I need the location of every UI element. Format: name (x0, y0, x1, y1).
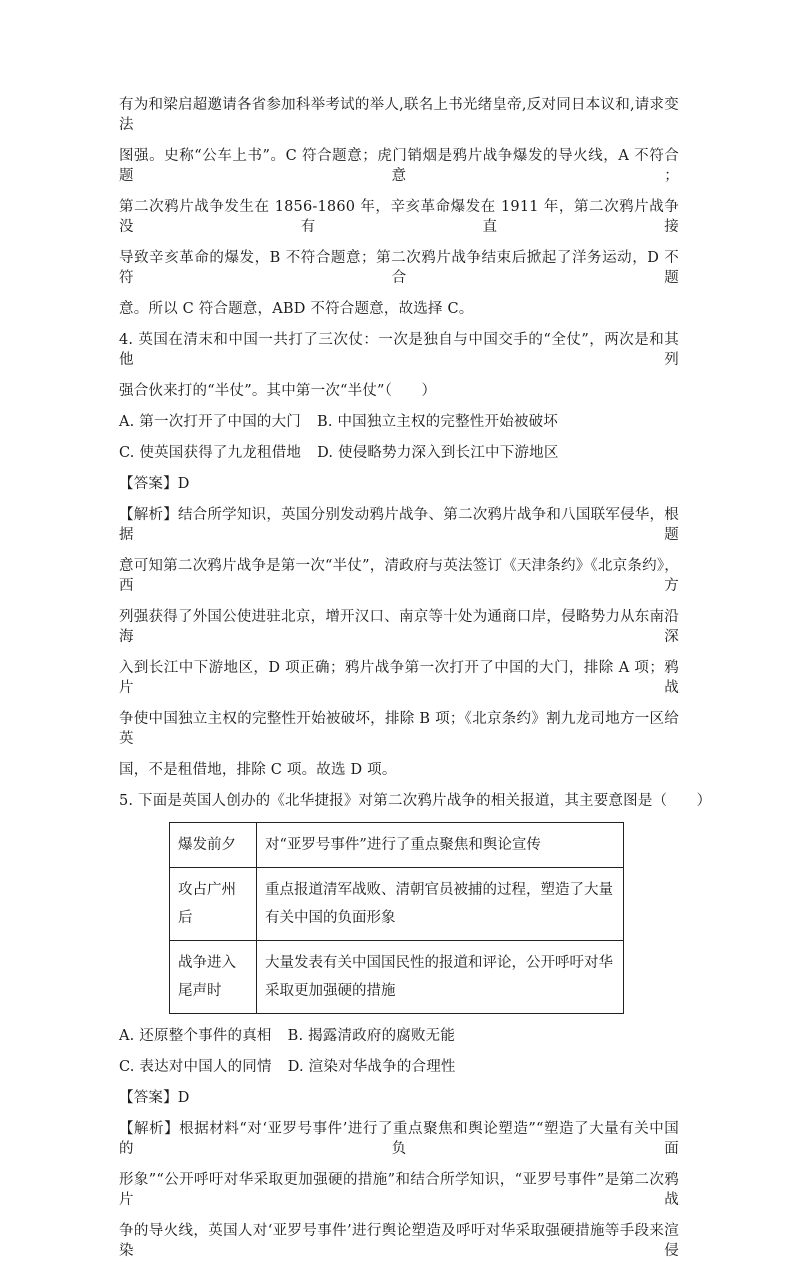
table-row (170, 823, 624, 868)
report-table (169, 822, 624, 1014)
option-a: A. 第一次打开了中国的大门 (119, 414, 301, 430)
option-b: B. 中国独立主权的完整性开始被破坏 (317, 414, 558, 430)
table-row (170, 868, 624, 941)
question-4-stem-cont: 强合伙来打的“半仗”。其中第一次“半仗”（ ） (119, 383, 437, 399)
table-cell-report: 大量发表有关中国国民性的报道和评论，公开呼吁对华采取更加强硬的措施 (257, 941, 624, 1014)
analysis-line: 意可知第二次鸦片战争是第一次“半仗”，清政府与英法签订《天津条约》《北京条约》，西方 (119, 558, 679, 594)
question-5-answer: 【答案】D (119, 1090, 190, 1106)
analysis-line: 入到长江中下游地区，D 项正确；鸦片战争第一次打开了中国的大门，排除 A 项；鸦片战 (119, 660, 679, 696)
option-d: D. 渲染对华战争的合理性 (287, 1059, 456, 1075)
analysis-line: 争使中国独立主权的完整性开始被破坏，排除 B 项；《北京条约》割九龙司地方一区给英 (119, 711, 679, 747)
analysis-line: 国，不是租借地，排除 C 项。故选 D 项。 (119, 762, 397, 778)
analysis-line: 列强获得了外国公使进驻北京，增开汉口、南京等十处为通商口岸，侵略势力从东南沿海深 (119, 609, 679, 645)
analysis-line: 争的导火线，英国人对‘亚罗号事件’进行舆论塑造及呼吁对华采取强硬措施等手段来渲染侵 (119, 1223, 679, 1259)
text-line: 导致辛亥革命的爆发，B 不符合题意；第二次鸦片战争结束后掀起了洋务运动，D 不符合题 (119, 250, 679, 286)
document-page (119, 95, 712, 1272)
question-5-options-row-2 (119, 1057, 679, 1077)
question-5-stem: 5. 下面是英国人创办的《北华捷报》对第二次鸦片战争的相关报道，其主要意图是（ ） (119, 793, 712, 809)
question-4-options-row-1 (119, 412, 679, 432)
analysis-line: 形象”“公开呼吁对华采取更加强硬的措施”和结合所学知识，“亚罗号事件”是第二次鸦片战 (119, 1172, 679, 1208)
option-b: B. 揭露清政府的腐败无能 (287, 1028, 456, 1044)
question-4-stem: 4. 英国在清末和中国一共打了三次仗：一次是独自与中国交手的“全仗”，两次是和其他列 (119, 332, 679, 368)
option-c: C. 表达对中国人的同情 (119, 1059, 272, 1075)
table-cell-period: 爆发前夕 (170, 823, 257, 868)
table-cell-report: 重点报道清军战败、清朝官员被捕的过程，塑造了大量有关中国的负面形象 (257, 868, 624, 941)
table-cell-report: 对“亚罗号事件”进行了重点聚焦和舆论宣传 (257, 823, 624, 868)
table-row (170, 941, 624, 1014)
text-line: 第二次鸦片战争发生在 1856-1860 年，辛亥革命爆发在 1911 年，第二次鸦片战争没有直接 (119, 199, 679, 235)
question-4-options-row-2 (119, 443, 679, 463)
option-c: C. 使英国获得了九龙租借地 (119, 445, 302, 461)
table-cell-period: 战争进入尾声时 (170, 941, 257, 1014)
table-cell-period: 攻占广州后 (170, 868, 257, 941)
analysis-line: 【解析】结合所学知识，英国分别发动鸦片战争、第二次鸦片战争和八国联军侵华，根据题 (119, 507, 679, 543)
option-d: D. 使侵略势力深入到长江中下游地区 (317, 445, 559, 461)
text-line: 有为和梁启超邀请各省参加科举考试的举人,联名上书光绪皇帝,反对同日本议和,请求变法 (119, 97, 679, 133)
text-line: 意。所以 C 符合题意，ABD 不符合题意，故选择 C。 (119, 301, 474, 317)
option-a: A. 还原整个事件的真相 (119, 1028, 272, 1044)
question-5-options-row-1 (119, 1026, 679, 1046)
question-4-answer: 【答案】D (119, 476, 190, 492)
text-line: 图强。史称“公车上书”。C 符合题意；虎门销烟是鸦片战争爆发的导火线，A 不符合题意； (119, 148, 679, 184)
analysis-line: 【解析】根据材料“对‘亚罗号事件’进行了重点聚焦和舆论塑造”“塑造了大量有关中国的负面 (119, 1121, 679, 1157)
